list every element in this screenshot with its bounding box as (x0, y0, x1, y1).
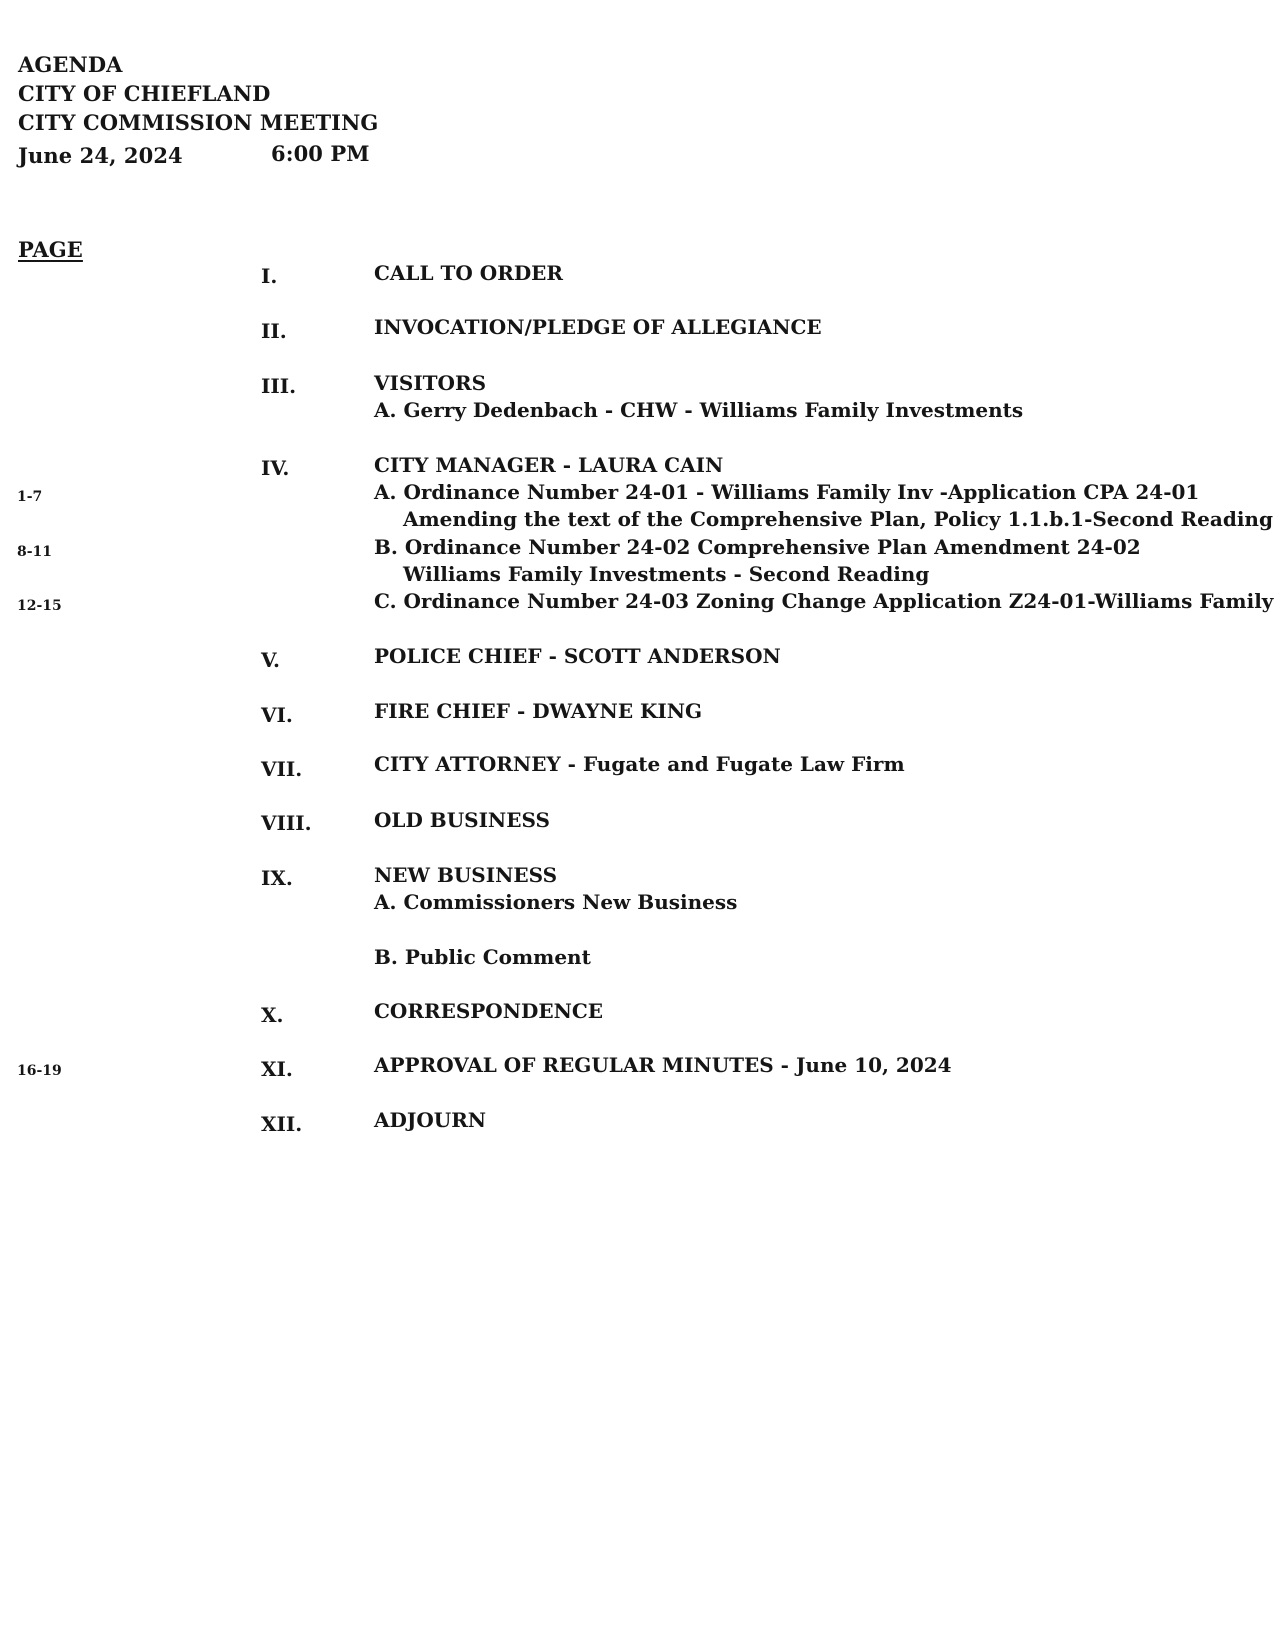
item-title: POLICE CHIEF - SCOTT ANDERSON (374, 644, 781, 668)
item-number: X. (261, 1003, 284, 1027)
page-reference: 1-7 (17, 489, 43, 505)
item-number: VI. (261, 703, 293, 727)
item-number: III. (261, 374, 297, 398)
sub-item: B. Public Comment (374, 945, 591, 969)
meeting-time: 6:00 PM (271, 141, 370, 166)
sub-item-continuation: Amending the text of the Comprehensive Plan, Policy 1.1.b.1-Second Reading (403, 507, 1273, 531)
item-title: INVOCATION/PLEDGE OF ALLEGIANCE (374, 315, 822, 339)
item-number: IX. (261, 866, 293, 890)
item-title: ADJOURN (374, 1108, 487, 1132)
item-title: CITY MANAGER - LAURA CAIN (374, 453, 724, 477)
item-title: FIRE CHIEF - DWAYNE KING (374, 699, 703, 723)
item-number: XI. (261, 1057, 293, 1081)
item-number: VIII. (261, 811, 312, 835)
sub-item: B. Ordinance Number 24-02 Comprehensive Plan Amendment 24-02 (374, 535, 1141, 559)
item-title: CORRESPONDENCE (374, 999, 604, 1023)
page-reference: 12-15 (17, 598, 62, 614)
page-column-label: PAGE (18, 237, 83, 262)
item-number: II. (261, 319, 287, 343)
sub-item: A. Commissioners New Business (374, 890, 738, 914)
item-title: NEW BUSINESS (374, 863, 558, 887)
sub-item: A. Gerry Dedenbach - CHW - Williams Family Investments (374, 398, 1024, 422)
page-reference: 8-11 (17, 544, 53, 560)
page-reference: 16-19 (17, 1063, 62, 1079)
city-name: CITY OF CHIEFLAND (18, 81, 271, 106)
item-title: APPROVAL OF REGULAR MINUTES - June 10, 2024 (374, 1053, 952, 1077)
item-number: I. (261, 264, 278, 288)
item-number: VII. (261, 757, 303, 781)
agenda-title: AGENDA (18, 52, 123, 77)
meeting-name: CITY COMMISSION MEETING (18, 110, 379, 135)
item-title: OLD BUSINESS (374, 808, 550, 832)
item-title: VISITORS (374, 371, 487, 395)
item-title: CITY ATTORNEY - Fugate and Fugate Law Firm (374, 752, 905, 776)
sub-item-continuation: Williams Family Investments - Second Reading (403, 562, 930, 586)
sub-item: A. Ordinance Number 24-01 - Williams Family Inv -Application CPA 24-01 (374, 480, 1200, 504)
item-number: XII. (261, 1112, 303, 1136)
item-number: V. (261, 648, 280, 672)
item-title: CALL TO ORDER (374, 261, 564, 285)
sub-item: C. Ordinance Number 24-03 Zoning Change Application Z24-01-Williams Family (374, 589, 1274, 613)
item-number: IV. (261, 456, 290, 480)
meeting-date: June 24, 2024 (18, 143, 183, 168)
